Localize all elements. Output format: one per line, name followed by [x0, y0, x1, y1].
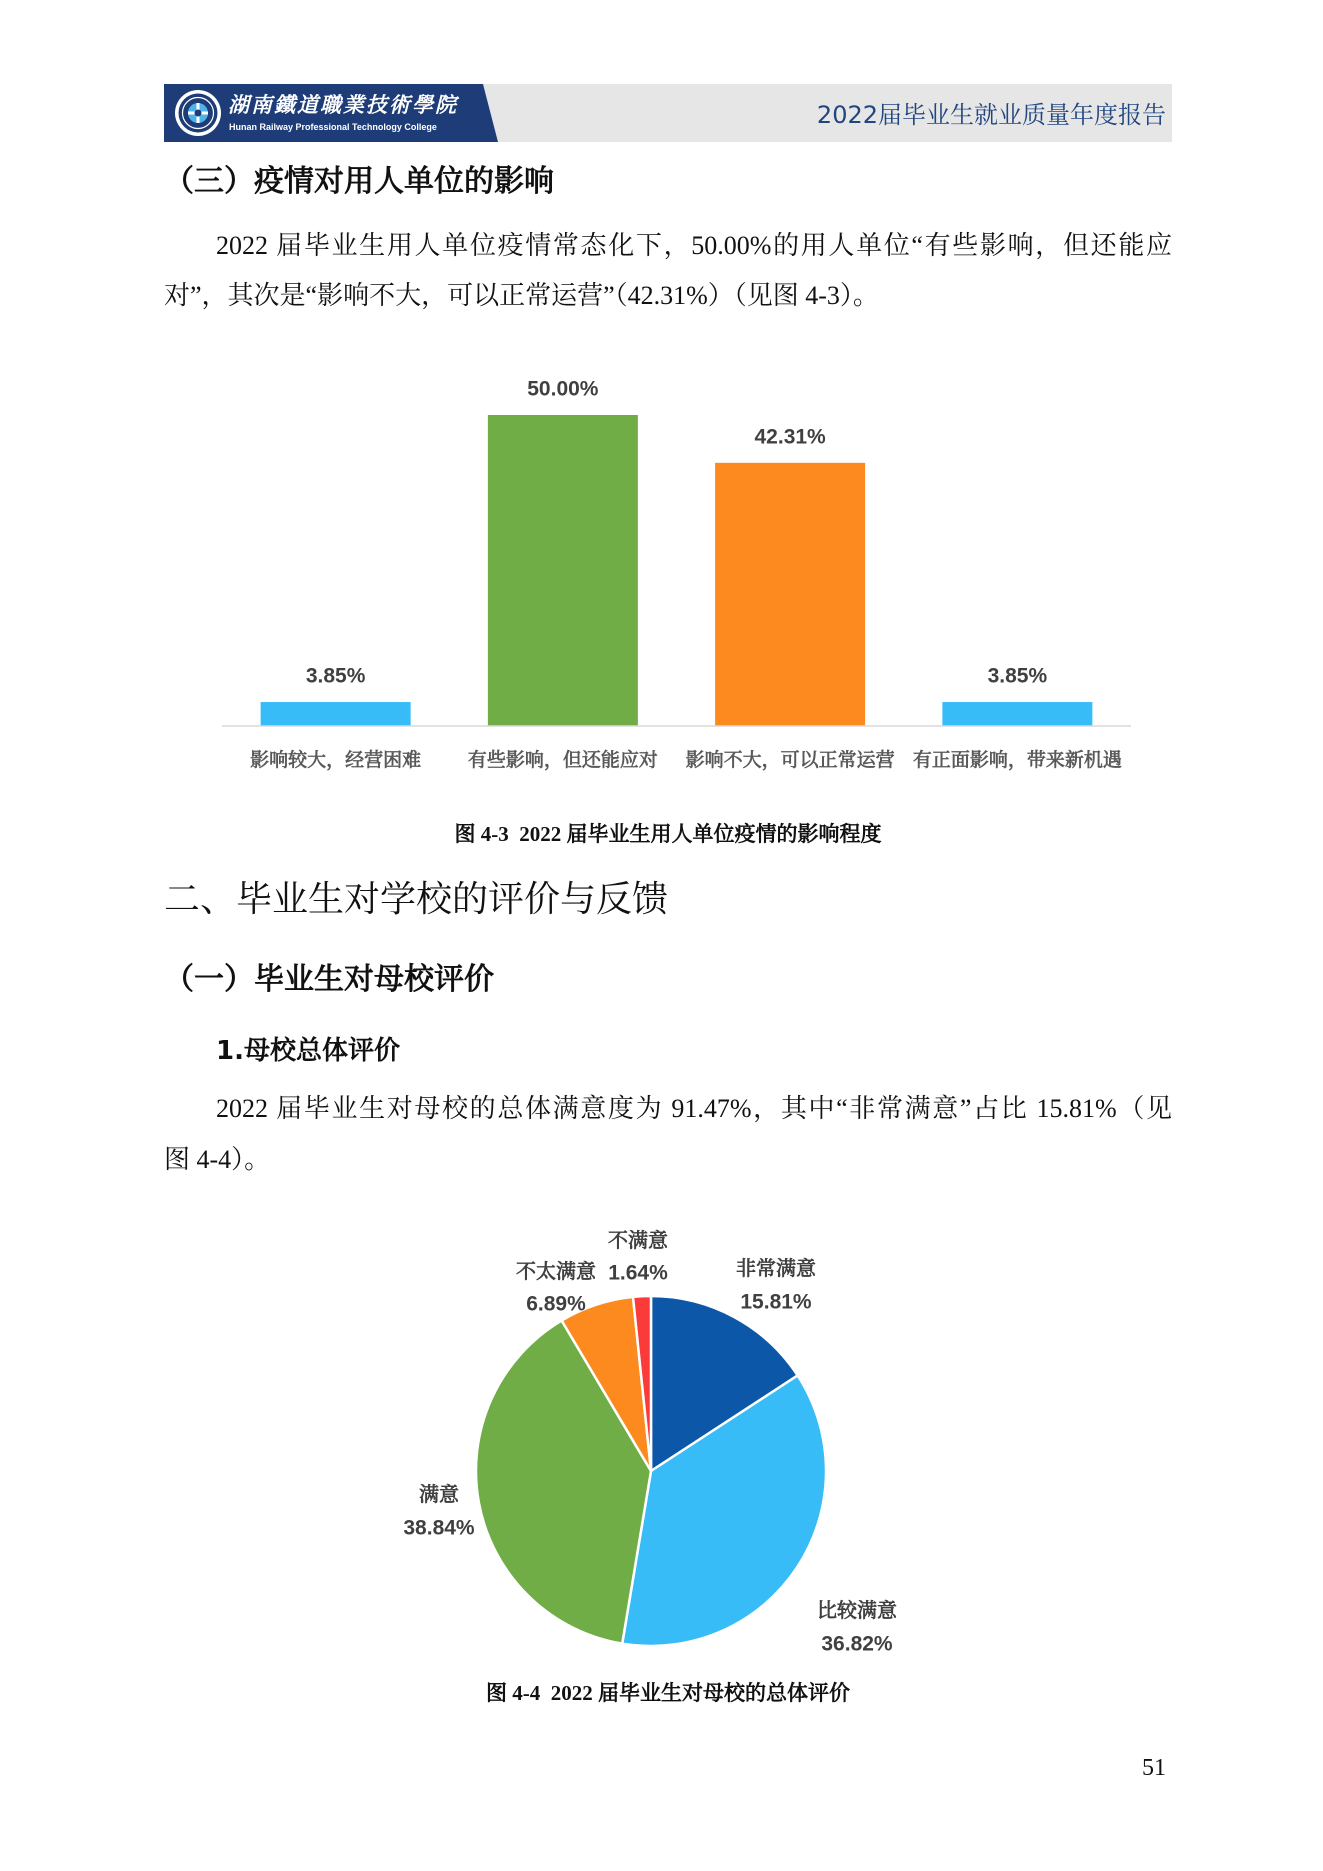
pie-value-very-satisfied: 15.81%	[740, 1290, 812, 1314]
logo-english-name: Hunan Railway Professional Technology College	[229, 122, 437, 132]
subsection-heading-overall: 1.母校总体评价	[216, 1036, 400, 1066]
college-emblem-icon	[174, 89, 222, 137]
bar-value-label-2: 50.00%	[527, 377, 599, 401]
paragraph-evaluation-line-2: 图 4-4）。	[164, 1145, 271, 1174]
report-title: 2022届毕业生就业质量年度报告	[816, 101, 1166, 129]
pie-slices	[476, 1296, 826, 1646]
section-heading-evaluation: （一）毕业生对母校评价	[164, 962, 494, 997]
bar-category-label-1: 影响较大，经营困难	[250, 749, 422, 771]
pie-label-very-satisfied: 非常满意	[736, 1256, 816, 1280]
bar-category-label-2: 有些影响，但还能应对	[467, 749, 658, 771]
bar-4	[942, 702, 1092, 726]
pie-label-dissatisfied: 不满意	[608, 1228, 668, 1252]
bar-value-label-4: 3.85%	[987, 664, 1048, 688]
paragraph-impact-line-2: 对”，其次是“影响不大，可以正常运营”（42.31%）（见图 4-3）。	[164, 281, 879, 310]
pie-label-satisfied: 满意	[419, 1482, 459, 1506]
pie-value-satisfied: 38.84%	[403, 1516, 475, 1540]
chapter-heading: 二、毕业生对学校的评价与反馈	[164, 879, 669, 920]
bar-2	[488, 415, 638, 726]
pie-label-fairly-satisfied: 比较满意	[817, 1598, 897, 1622]
bar-marks	[261, 415, 1093, 726]
bar-value-label-1: 3.85%	[305, 664, 366, 688]
satisfaction-pie-chart	[360, 1210, 960, 1680]
bar-category-label-4: 有正面影响，带来新机遇	[912, 749, 1122, 771]
pie-value-somewhat-dissatisfied: 6.89%	[526, 1292, 586, 1316]
pie-value-fairly-satisfied: 36.82%	[821, 1632, 893, 1656]
section-heading-impact: （三）疫情对用人单位的影响	[164, 164, 554, 199]
figure-caption-4-4: 图 4-4 2022 届毕业生对母校的总体评价	[486, 1681, 850, 1705]
bar-1	[261, 702, 411, 726]
pie-value-dissatisfied: 1.64%	[608, 1261, 668, 1285]
bar-3	[715, 463, 865, 726]
paragraph-impact-line-1: 2022 届毕业生用人单位疫情常态化下，50.00%的用人单位“有些影响，但还能应	[216, 231, 1172, 260]
logo-chinese-name: 湖南鐵道職業技術學院	[228, 92, 458, 117]
impact-bar-chart	[200, 370, 1160, 790]
bar-category-label-3: 影响不大，可以正常运营	[685, 749, 895, 771]
figure-caption-4-3: 图 4-3 2022 届毕业生用人单位疫情的影响程度	[454, 822, 882, 846]
paragraph-evaluation-line-1: 2022 届毕业生对母校的总体满意度为 91.47%，其中“非常满意”占比 15.81%（见	[216, 1094, 1172, 1123]
page-number: 51	[1142, 1755, 1166, 1781]
bar-value-label-3: 42.31%	[754, 425, 826, 449]
pie-label-somewhat-dissatisfied: 不太满意	[516, 1259, 596, 1283]
